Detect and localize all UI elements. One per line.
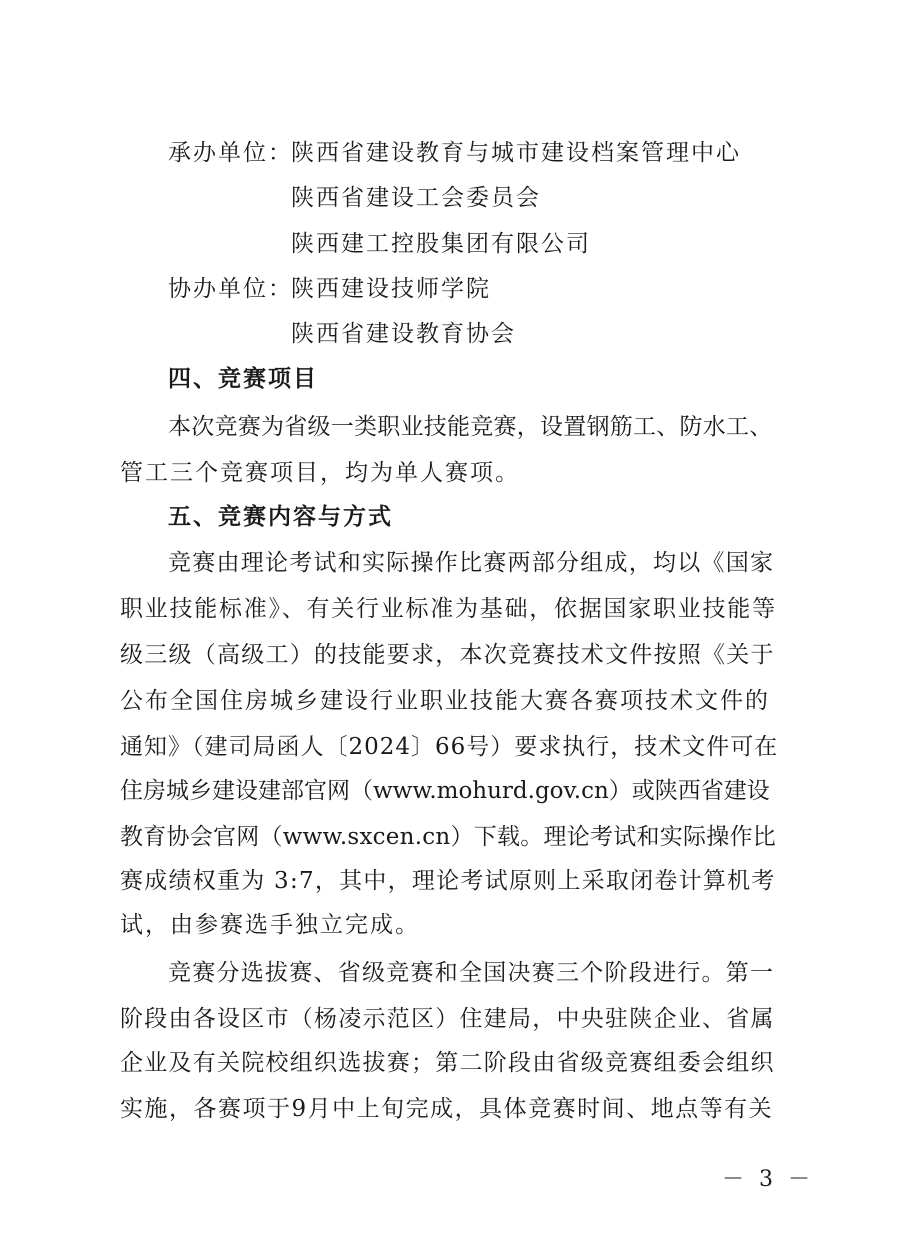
host-unit: 陕西省建设教育与城市建设档案管理中心 [291, 140, 741, 166]
paragraph-line: 试，由参赛选手独立完成。 [120, 912, 420, 938]
paragraph-line: 阶段由各设区市（杨凌示范区）住建局，中央驻陕企业、省属 [120, 1006, 775, 1032]
paragraph-line: 企业及有关院校组织选拔赛；第二阶段由省级竞赛组委会组织 [120, 1050, 775, 1076]
assist-unit: 陕西建设技师学院 [291, 276, 491, 302]
paragraph-line: 实施，各赛项于9月中上旬完成，具体竞赛时间、地点等有关 [120, 1096, 774, 1122]
host-unit: 陕西省建设工会委员会 [291, 185, 541, 211]
paragraph-line: 住房城乡建设建部官网（www.mohurd.gov.cn）或陕西省建设 [120, 778, 770, 804]
section-heading: 五、竞赛内容与方式 [168, 504, 393, 530]
paragraph-line: 赛成绩权重为 3:7，其中，理论考试原则上采取闭卷计算机考 [120, 868, 776, 894]
page-number: － 3 － [722, 1167, 814, 1192]
paragraph-line: 通知》（建司局函人〔2024〕66号）要求执行，技术文件可在 [120, 734, 779, 760]
paragraph-line: 竞赛分选拔赛、省级竞赛和全国决赛三个阶段进行。第一 [168, 960, 775, 986]
section-heading: 四、竞赛项目 [168, 366, 318, 392]
assist-unit: 陕西省建设教育协会 [291, 321, 516, 347]
paragraph-line: 管工三个竞赛项目，均为单人赛项。 [120, 460, 520, 486]
host-label: 承办单位： [168, 140, 293, 166]
paragraph-line: 级三级（高级工）的技能要求，本次竞赛技术文件按照《关于 [120, 642, 775, 668]
paragraph-line: 公布全国住房城乡建设行业职业技能大赛各赛项技术文件的 [120, 688, 770, 714]
paragraph-line: 职业技能标准》、有关行业标准为基础，依据国家职业技能等 [120, 596, 777, 622]
assist-label: 协办单位： [168, 276, 293, 302]
paragraph-line: 本次竞赛为省级一类职业技能竞赛，设置钢筋工、防水工、 [168, 414, 773, 440]
host-unit: 陕西建工控股集团有限公司 [291, 231, 591, 257]
paragraph-line: 教育协会官网（www.sxcen.cn）下载。理论考试和实际操作比 [120, 824, 776, 850]
paragraph-line: 竞赛由理论考试和实际操作比赛两部分组成，均以《国家 [168, 550, 775, 576]
